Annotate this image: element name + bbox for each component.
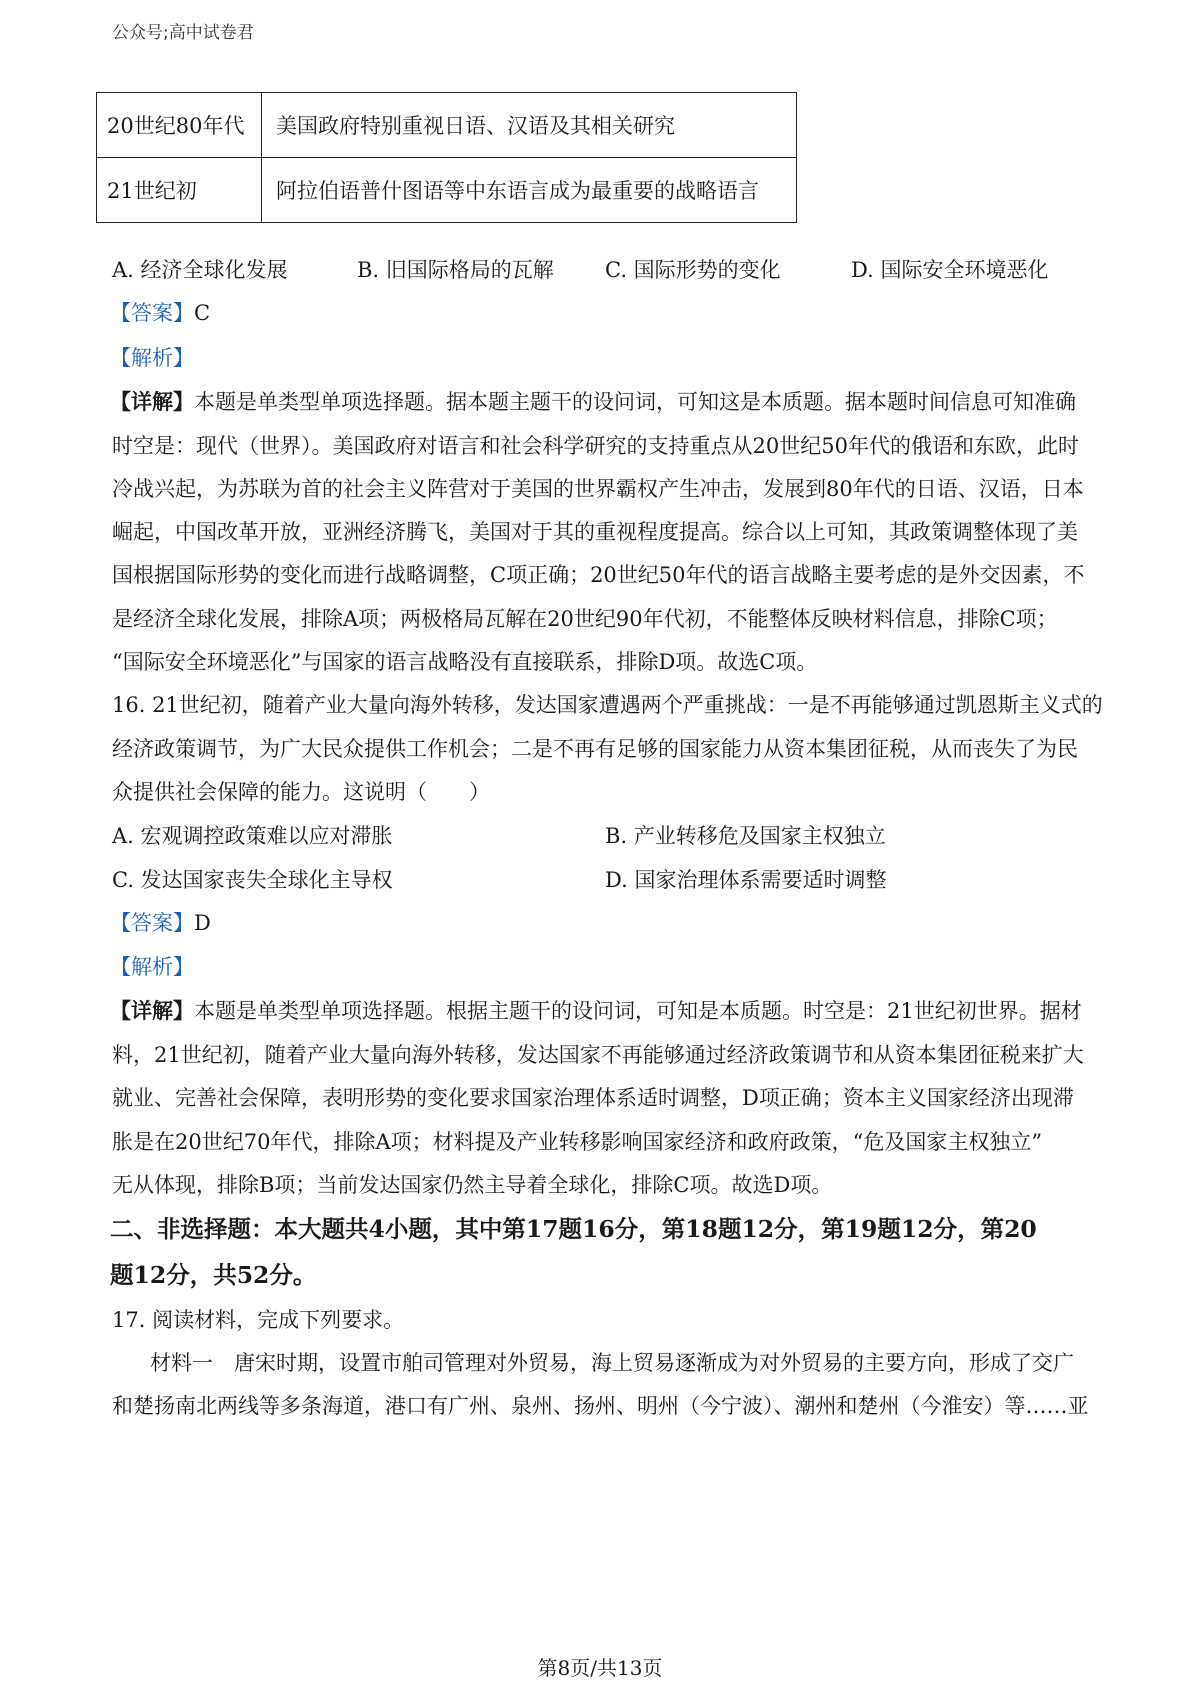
- q16-option-d: D. 国家治理体系需要适时调整: [605, 868, 887, 892]
- page-footer: 第8页/共13页: [537, 1656, 663, 1680]
- table-row: [97, 158, 797, 223]
- answer-value: C: [194, 301, 211, 325]
- q17-stem: 17. 阅读材料，完成下列要求。: [112, 1308, 405, 1332]
- answer-tag: 【答案】: [110, 911, 194, 935]
- q15-detail-line: “国际安全环境恶化”与国家的语言战略没有直接联系，排除D项。故选C项。: [112, 650, 818, 674]
- q15-detail-line: 是经济全球化发展，排除A项；两极格局瓦解在20世纪90年代初，不能整体反映材料信息，排除C项；: [112, 607, 1058, 631]
- q16-detail-line: 料，21世纪初，随着产业大量向海外转移，发达国家不再能够通过经济政策调节和从资本集团征税来扩大: [112, 1043, 1084, 1067]
- q17-material-line: 材料一 唐宋时期，设置市舶司管理对外贸易，海上贸易逐渐成为对外贸易的主要方向，形成了交广: [150, 1351, 1074, 1375]
- q16-option-c: C. 发达国家丧失全球化主导权: [112, 868, 393, 892]
- table-row: [97, 93, 797, 158]
- table-cell-period: 21世纪初: [97, 158, 262, 223]
- q16-stem-line: 经济政策调节，为广大民众提供工作机会；二是不再有足够的国家能力从资本集团征税，从而丧失了为民: [112, 737, 1078, 761]
- q16-option-b: B. 产业转移危及国家主权独立: [605, 824, 886, 848]
- section-heading-line: 二、非选择题：本大题共4小题，其中第17题16分，第18题12分，第19题12分，第20: [110, 1215, 1037, 1243]
- answer-value: D: [194, 911, 211, 935]
- detail-text: 本题是单类型单项选择题。根据主题干的设问词，可知是本质题。时空是：21世纪初世界。据材: [194, 999, 1082, 1023]
- q15-analysis-tag: 【解析】: [110, 346, 194, 370]
- detail-text: 本题是单类型单项选择题。据本题主题干的设问词，可知这是本质题。据本题时间信息可知准确: [194, 390, 1076, 414]
- answer-tag: 【答案】: [110, 301, 194, 325]
- table-cell-period: 20世纪80年代: [97, 93, 262, 158]
- q15-option-c: C. 国际形势的变化: [605, 258, 781, 282]
- q15-detail-line: 国根据国际形势的变化而进行战略调整，C项正确；20世纪50年代的语言战略主要考虑的是外交因素，不: [112, 563, 1085, 587]
- q15-option-a: A. 经济全球化发展: [112, 258, 288, 282]
- q15-detail-line: 崛起，中国改革开放，亚洲经济腾飞，美国对于其的重视程度提高。综合以上可知，其政策调整体现了美: [112, 520, 1078, 544]
- q15-answer: [110, 298, 210, 328]
- q17-material-line: 和楚扬南北两线等多条海道，港口有广州、泉州、扬州、明州（今宁波）、潮州和楚州（今淮安）等……亚: [112, 1394, 1089, 1418]
- detail-tag: 【详解】: [110, 998, 194, 1023]
- table-cell-content: 美国政府特别重视日语、汉语及其相关研究: [262, 93, 797, 158]
- q15-detail-line: 时空是：现代（世界）。美国政府对语言和社会科学研究的支持重点从20世纪50年代的俄语和东欧，此时: [112, 434, 1079, 458]
- table-cell-content: 阿拉伯语普什图语等中东语言成为最重要的战略语言: [262, 158, 797, 223]
- language-policy-table: [96, 92, 797, 223]
- q15-detail-line: 冷战兴起，为苏联为首的社会主义阵营对于美国的世界霸权产生冲击，发展到80年代的日语、汉语，日本: [112, 477, 1084, 501]
- q16-analysis-tag: 【解析】: [110, 955, 194, 979]
- page-header: 公众号;高中试卷君: [112, 23, 254, 43]
- q16-detail-line: 胀是在20世纪70年代，排除A项；材料提及产业转移影响国家经济和政府政策，“危及国家主权独立”: [112, 1130, 1043, 1154]
- q16-answer: [110, 908, 211, 938]
- q16-detail-line: 就业、完善社会保障，表明形势的变化要求国家治理体系适时调整，D项正确；资本主义国家经济出现滞: [112, 1086, 1074, 1110]
- q16-detail-line: [110, 996, 1082, 1026]
- detail-tag: 【详解】: [110, 389, 194, 414]
- q15-option-d: D. 国际安全环境恶化: [851, 258, 1049, 282]
- section-heading-line: 题12分，共52分。: [110, 1261, 317, 1289]
- q15-detail-line: [110, 387, 1076, 417]
- q15-option-b: B. 旧国际格局的瓦解: [357, 258, 554, 282]
- q16-stem-line: 众提供社会保障的能力。这说明（ ）: [112, 780, 490, 804]
- q16-option-a: A. 宏观调控政策难以应对滞胀: [112, 824, 393, 848]
- q16-stem-line: 16. 21世纪初，随着产业大量向海外转移，发达国家遭遇两个严重挑战：一是不再能够通过凯恩斯主义式的: [112, 693, 1103, 717]
- q16-detail-line: 无从体现，排除B项；当前发达国家仍然主导着全球化，排除C项。故选D项。: [112, 1173, 833, 1197]
